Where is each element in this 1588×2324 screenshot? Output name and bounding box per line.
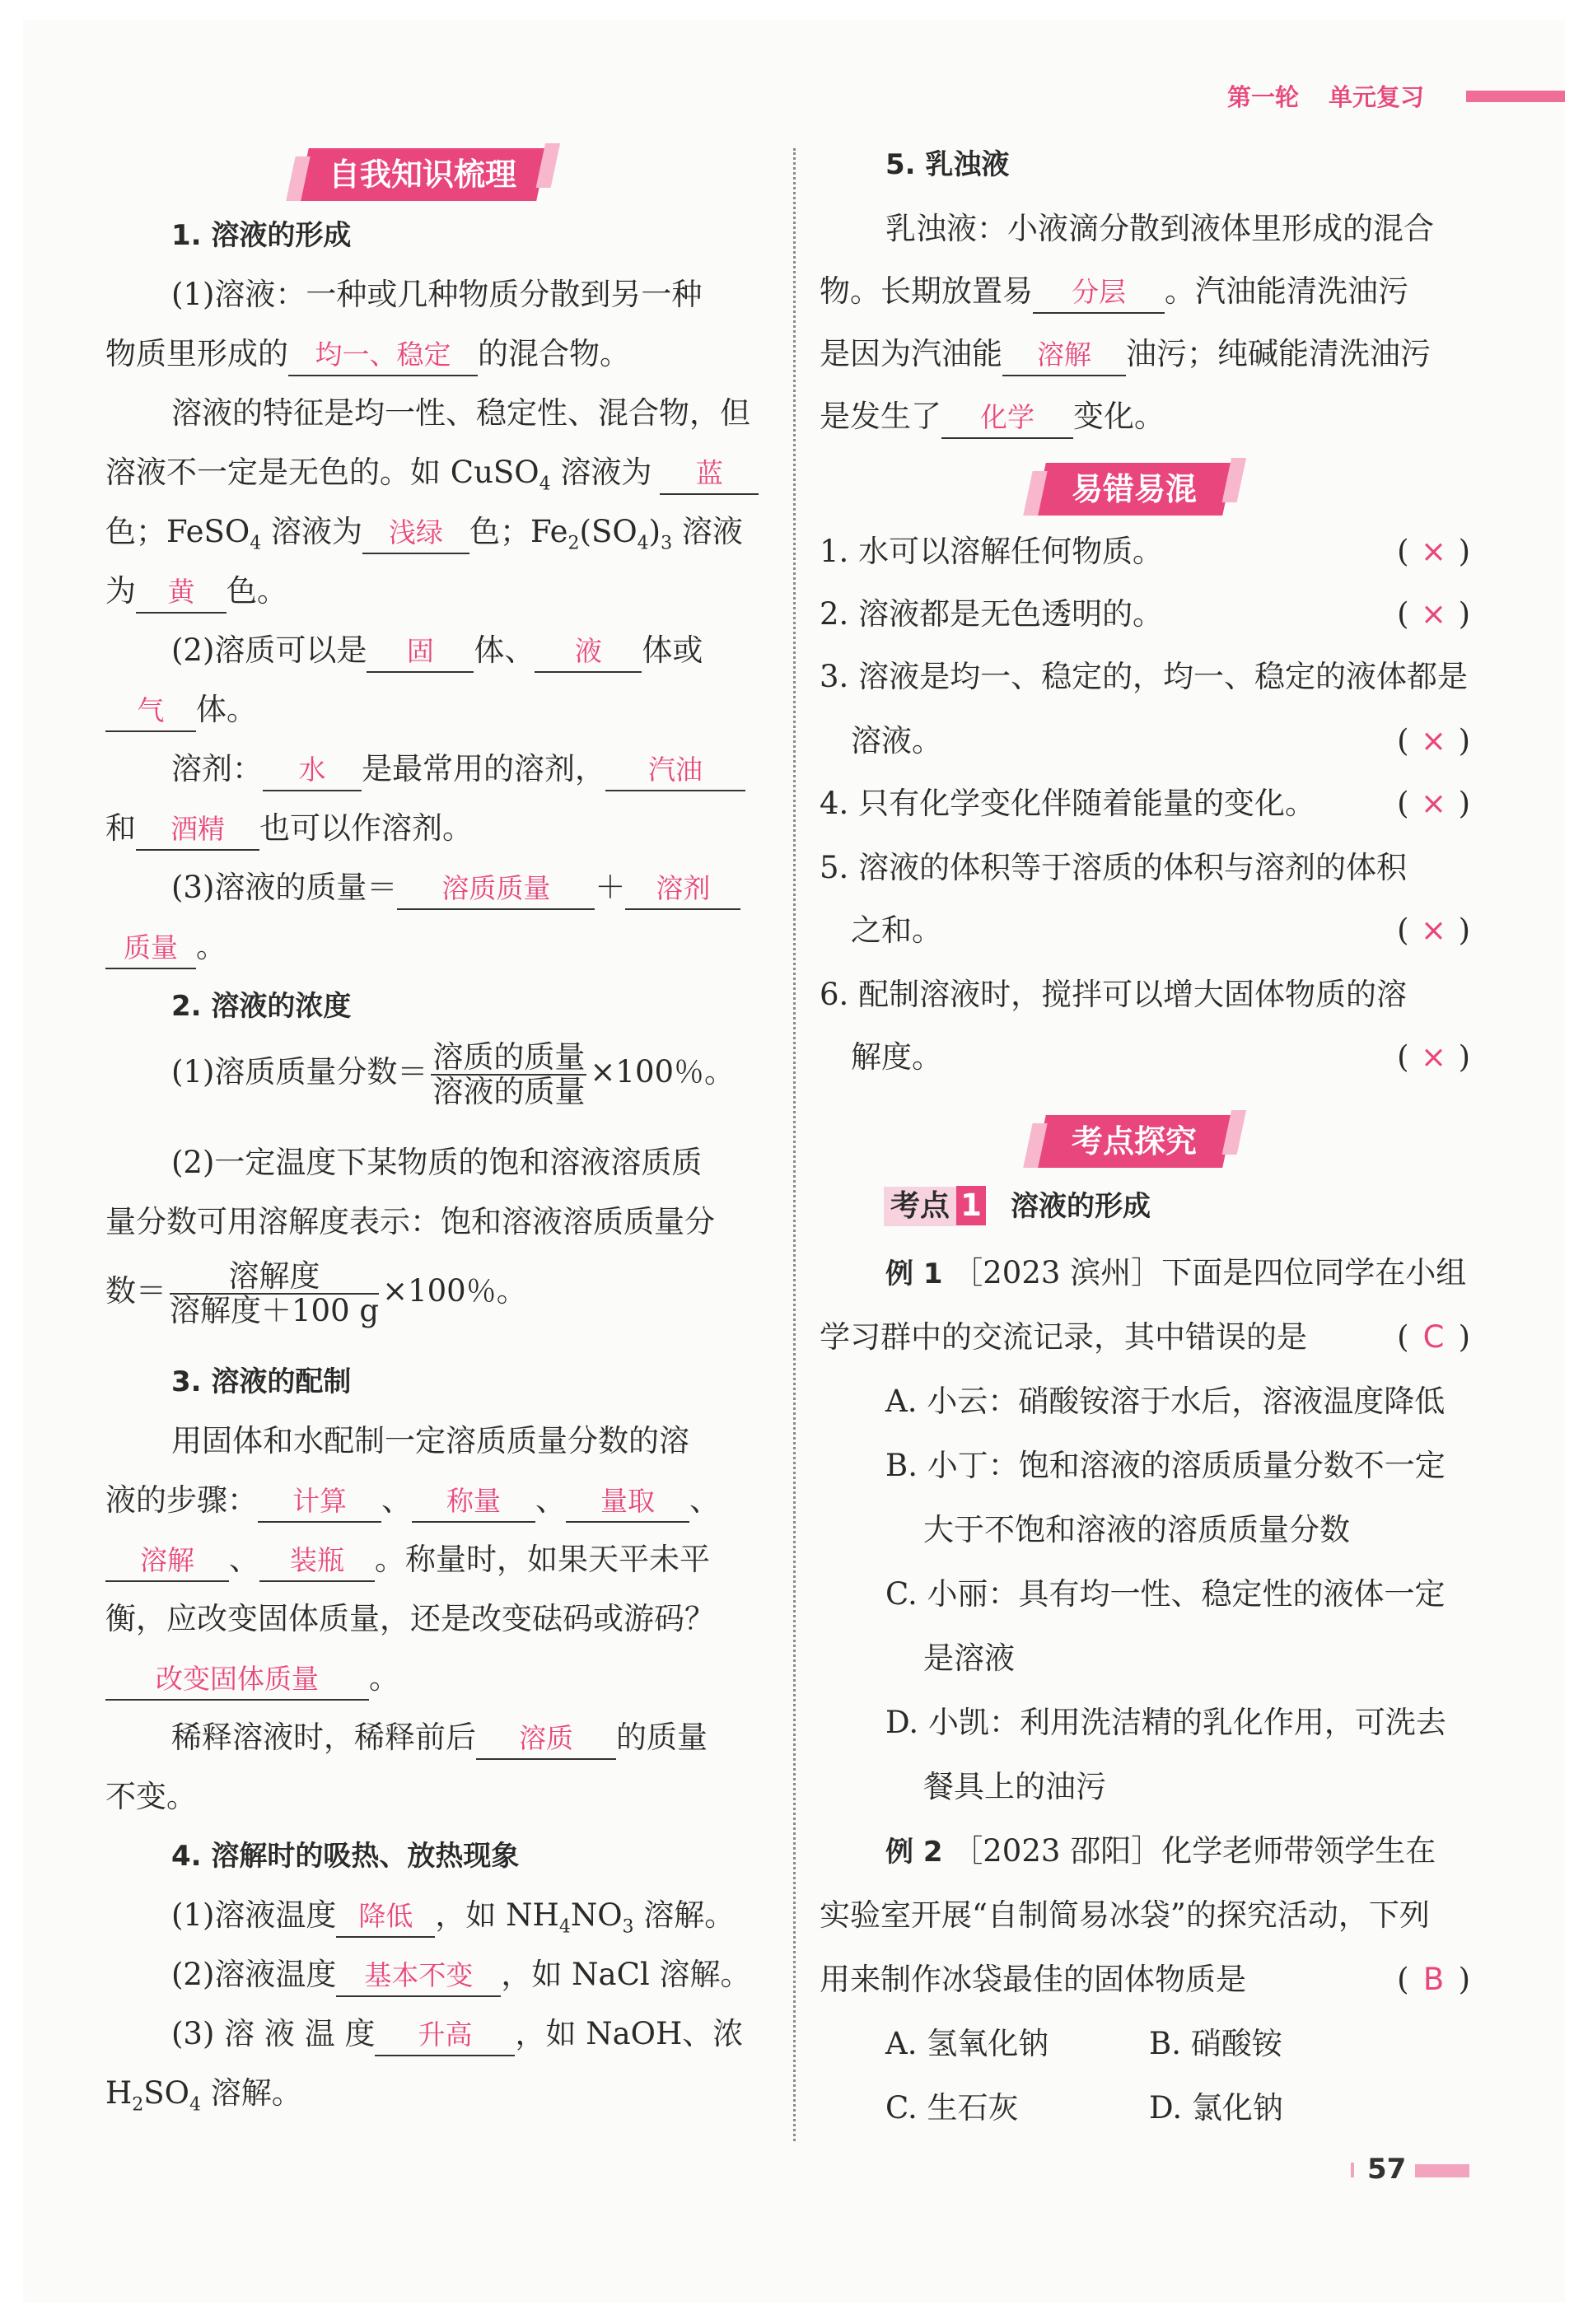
text-line: $H_2SO_4$ 溶解。 bbox=[105, 2075, 302, 2116]
answer-blank: 汽油 bbox=[605, 750, 745, 791]
text-line: 量分数可用溶解度表示：饱和溶液溶质质量分 bbox=[105, 1204, 715, 1239]
text-line: 溶液不一定是无色的。如 CuSO$_4$ 溶液为 蓝 bbox=[105, 453, 759, 504]
cross-mark: × bbox=[1421, 596, 1447, 632]
answer-blank: 酒精 bbox=[136, 810, 259, 851]
page-number-bar bbox=[1415, 2164, 1469, 2177]
exam-point-heading: 考点 1 溶液的形成 bbox=[884, 1186, 1151, 1226]
text-line: 用来制作冰袋最佳的固体物质是 ( B ) bbox=[820, 1960, 1470, 2000]
banner-knowledge: 自我知识梳理 bbox=[297, 148, 548, 201]
heading-3: 3. 溶液的配制 bbox=[171, 1365, 352, 1398]
text-line: 用固体和水配制一定溶质质量分数的溶 bbox=[171, 1423, 689, 1458]
answer-choice: C bbox=[1422, 1319, 1445, 1355]
cross-mark: × bbox=[1421, 534, 1447, 569]
text-line: 溶剂： 水 是最常用的溶剂， 汽油 bbox=[171, 749, 745, 791]
page-number: 57 bbox=[1367, 2153, 1407, 2186]
banner-exploration: 考点探究 bbox=[1035, 1115, 1234, 1168]
answer-blank: 水 bbox=[263, 750, 362, 791]
answer-choice: B bbox=[1422, 1962, 1445, 1997]
text-line: 实验室开展“自制简易冰袋”的探究活动，下列 bbox=[820, 1897, 1430, 1933]
answer-blank: 黄 bbox=[136, 572, 227, 614]
answer-blank: 溶解 bbox=[105, 1541, 229, 1582]
text-line: 不变。 bbox=[105, 1779, 197, 1814]
option-2b: B. 硝酸铵 bbox=[1149, 2026, 1282, 2061]
option-2d: D. 氯化钠 bbox=[1149, 2090, 1283, 2126]
answer-blank: 溶剂 bbox=[625, 869, 740, 910]
text-line: 乳浊液：小液滴分散到液体里形成的混合 bbox=[885, 211, 1434, 246]
text-line: 是溶液 bbox=[923, 1640, 1015, 1676]
answer-blank: 均一、稳定 bbox=[288, 335, 478, 376]
text-line: 稀释溶液时，稀释前后 溶质 的质量 bbox=[171, 1718, 708, 1760]
option-a: A. 小云：硝酸铵溶于水后，溶液温度降低 bbox=[885, 1384, 1446, 1419]
answer-blank: 升高 bbox=[375, 2015, 515, 2056]
error-item-1: 1. 水可以溶解任何物质。 ( × ) bbox=[820, 532, 1470, 572]
text-line: 大于不饱和溶液的溶质质量分数 bbox=[923, 1512, 1350, 1547]
answer-blank: 固 bbox=[367, 632, 474, 673]
error-item-5: 5. 溶液的体积等于溶质的体积与溶剂的体积 bbox=[820, 850, 1408, 885]
text-line: 学习群中的交流记录，其中错误的是 ( C ) bbox=[820, 1318, 1470, 1357]
text-line: 是因为汽油能 溶解 油污；纯碱能清洗油污 bbox=[820, 334, 1431, 376]
text-line: (3) 溶 液 温 度 升高 ，如 NaOH、浓 bbox=[171, 2014, 743, 2056]
answer-blank: 计算 bbox=[258, 1482, 381, 1523]
answer-blank: 分层 bbox=[1033, 273, 1165, 314]
option-d: D. 小凯：利用洗洁精的乳化作用，可洗去 bbox=[885, 1705, 1446, 1740]
header-round: 第一轮 bbox=[1227, 83, 1300, 111]
answer-blank: 溶解 bbox=[1002, 335, 1126, 376]
page-number-tick bbox=[1351, 2163, 1354, 2177]
text-line: (3)溶液的质量＝ 溶质质量 ＋ 溶剂 bbox=[171, 868, 740, 910]
cross-mark: × bbox=[1421, 912, 1447, 948]
text-line: 是发生了 化学 变化。 bbox=[820, 397, 1165, 439]
answer-blank: 溶质 bbox=[476, 1719, 616, 1760]
text-line: (2)一定温度下某物质的饱和溶液溶质质 bbox=[171, 1145, 703, 1180]
answer-blank: 浅绿 bbox=[362, 513, 469, 554]
answer-blank: 化学 bbox=[941, 398, 1073, 439]
heading-5: 5. 乳浊液 bbox=[885, 148, 1010, 181]
answer-blank: 量取 bbox=[566, 1482, 689, 1523]
option-c: C. 小丽：具有均一性、稳定性的液体一定 bbox=[885, 1576, 1446, 1612]
option-2a: A. 氢氧化钠 bbox=[885, 2026, 1049, 2061]
text-line: 解度。 ( × ) bbox=[851, 1038, 1502, 1077]
banner-errors: 易错易混 bbox=[1035, 463, 1234, 516]
example-1: 例 1 ［2023 滨州］下面是四位同学在小组 bbox=[885, 1255, 1467, 1290]
example-2: 例 2 ［2023 邵阳］化学老师带领学生在 bbox=[885, 1833, 1436, 1869]
text-line: (1)溶液温度 降低 ，如 $NH_4NO_3$ 溶解。 bbox=[171, 1897, 736, 1938]
text-line: 为 黄 色。 bbox=[105, 572, 287, 614]
answer-blank: 装瓶 bbox=[259, 1541, 375, 1582]
error-item-3: 3. 溶液是均一、稳定的，均一、稳定的液体都是 bbox=[820, 659, 1469, 694]
answer-blank: 蓝 bbox=[660, 454, 759, 495]
page-header bbox=[1227, 79, 1454, 113]
text-line: (1)溶液：一种或几种物质分散到另一种 bbox=[171, 277, 703, 312]
text-line: 溶解 、 装瓶 。称量时，如果天平未平 bbox=[105, 1540, 710, 1582]
text-line: 物。长期放置易 分层 。汽油能清洗油污 bbox=[820, 272, 1408, 314]
text-line: 溶液的特征是均一性、稳定性、混合物，但 bbox=[171, 395, 750, 431]
text-line: 气 体。 bbox=[105, 690, 257, 732]
cross-mark: × bbox=[1421, 723, 1447, 758]
error-item-6: 6. 配制溶液时，搅拌可以增大固体物质的溶 bbox=[820, 977, 1408, 1012]
answer-blank: 液 bbox=[535, 632, 642, 673]
column-divider bbox=[793, 148, 796, 2141]
formula-mass-fraction: (1)溶质质量分数＝ $\frac{\text{溶质的质量}}{\text{溶液的质量}}$ ×100％。 bbox=[171, 1038, 736, 1109]
cross-mark: × bbox=[1421, 1039, 1447, 1075]
text-line: 衡，应改变固体质量，还是改变砝码或游码？ bbox=[105, 1601, 715, 1636]
answer-blank: 质量 bbox=[105, 928, 196, 969]
error-item-2: 2. 溶液都是无色透明的。 ( × ) bbox=[820, 595, 1470, 634]
text-line: 物质里形成的 均一、稳定 的混合物。 bbox=[105, 334, 630, 376]
answer-blank: 气 bbox=[105, 691, 196, 732]
answer-blank: 溶质质量 bbox=[397, 869, 595, 910]
option-2c: C. 生石灰 bbox=[885, 2090, 1019, 2126]
heading-2: 2. 溶液的浓度 bbox=[171, 990, 352, 1023]
error-item-4: 4. 只有化学变化伴随着能量的变化。 ( × ) bbox=[820, 784, 1470, 824]
formula-solubility: 数＝ $\frac{\text{溶解度}}{\text{溶解度＋100 g}}$ ×100％。 bbox=[105, 1258, 527, 1328]
text-line: (2)溶质可以是 固 体、 液 体或 bbox=[171, 631, 703, 673]
text-line: 色；FeSO$_4$ 溶液为 浅绿 色；$Fe_2(SO_4)_3$ 溶液 bbox=[105, 514, 743, 554]
heading-1: 1. 溶液的形成 bbox=[171, 219, 352, 252]
answer-blank: 称量 bbox=[412, 1482, 535, 1523]
text-line: 液的步骤： 计算 、 称量 、 量取 、 bbox=[105, 1481, 720, 1523]
text-line: 改变固体质量 。 bbox=[105, 1659, 399, 1701]
text-line: 餐具上的油污 bbox=[923, 1769, 1106, 1804]
answer-blank: 降低 bbox=[336, 1897, 435, 1938]
text-line: 质量 。 bbox=[105, 927, 227, 969]
heading-4: 4. 溶解时的吸热、放热现象 bbox=[171, 1840, 520, 1873]
answer-blank: 改变固体质量 bbox=[105, 1659, 369, 1701]
text-line: 溶液。 ( × ) bbox=[851, 721, 1502, 761]
text-line: 和 酒精 也可以作溶剂。 bbox=[105, 809, 473, 851]
header-bar bbox=[1466, 91, 1565, 102]
text-line: (2)溶液温度 基本不变 ，如 NaCl 溶解。 bbox=[171, 1955, 751, 1997]
header-section: 单元复习 bbox=[1329, 83, 1425, 111]
answer-blank: 基本不变 bbox=[336, 1956, 501, 1997]
option-b: B. 小丁：饱和溶液的溶质质量分数不一定 bbox=[885, 1448, 1446, 1483]
text-line: 之和。 ( × ) bbox=[851, 911, 1502, 950]
cross-mark: × bbox=[1421, 786, 1447, 821]
